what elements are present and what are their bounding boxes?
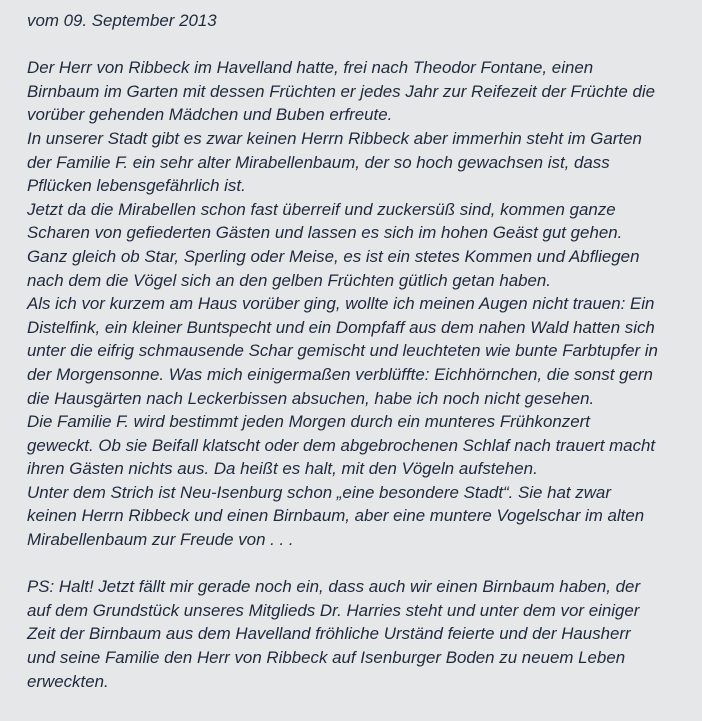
text-line: In unserer Stadt gibt es zwar keinen Herrn Ribbeck aber immerhin steht im Garten xyxy=(27,128,642,148)
ps-paragraph xyxy=(27,575,692,693)
text-line: Unter dem Strich ist Neu-Isenburg schon „eine besondere Stadt“. Sie hat zwar xyxy=(27,482,611,502)
text-line: Die Familie F. wird bestimmt jeden Morgen durch ein munteres Frühkonzert xyxy=(27,412,590,432)
text-line: der Familie F. ein sehr alter Mirabellenbaum, der so hoch gewachsen ist, dass xyxy=(27,152,610,172)
text-line: und seine Familie den Herr von Ribbeck auf Isenburger Boden zu neuem Leben xyxy=(27,648,626,668)
main-paragraph xyxy=(27,56,692,551)
text-line: Ganz gleich ob Star, Sperling oder Meise, es ist ein stetes Kommen und Abfliegen xyxy=(27,246,640,266)
text-line: Als ich vor kurzem am Haus vorüber ging, wollte ich meinen Augen nicht trauen: Ein xyxy=(27,294,655,314)
text-line: nach dem die Vögel sich an den gelben Früchten gütlich getan haben. xyxy=(27,270,551,290)
date-line: vom 09. September 2013 xyxy=(27,11,217,30)
text-line: Birnbaum im Garten mit dessen Früchten er jedes Jahr zur Reifezeit der Früchte die xyxy=(27,81,656,101)
text-line: unter die eifrig schmausende Schar gemischt und leuchteten wie bunte Farbtupfer in xyxy=(27,341,658,361)
spacer xyxy=(27,552,692,576)
text-line: keinen Herrn Ribbeck und einen Birnbaum, aber eine muntere Vogelschar im alten xyxy=(27,506,645,526)
text-line: der Morgensonne. Was mich einigermaßen verblüffte: Eichhörnchen, die sonst gern xyxy=(27,364,653,384)
text-line: Mirabellenbaum zur Freude von . . . xyxy=(27,530,294,550)
text-line: die Hausgärten nach Leckerbissen absuchen, habe ich noch nicht gesehen. xyxy=(27,388,595,408)
text-line: vorüber gehenden Mädchen und Buben erfreute. xyxy=(27,105,393,125)
text-line: erweckten. xyxy=(27,671,109,691)
text-line: auf dem Grundstück unseres Mitglieds Dr. Harries steht und unter dem vor einiger xyxy=(27,600,640,620)
text-line: PS: Halt! Jetzt fällt mir gerade noch ein, dass auch wir einen Birnbaum haben, der xyxy=(27,577,641,597)
text-line: geweckt. Ob sie Beifall klatscht oder dem abgebrochenen Schlaf nach trauert macht xyxy=(27,435,656,455)
text-line: Scharen von gefiederten Gästen und lassen es sich im hohen Geäst gut gehen. xyxy=(27,223,623,243)
text-line: Pflücken lebensgefährlich ist. xyxy=(27,176,246,196)
text-line: Distelfink, ein kleiner Buntspecht und ein Dompfaff aus dem nahen Wald hatten sich xyxy=(27,317,655,337)
spacer xyxy=(27,33,692,57)
text-line: ihren Gästen nichts aus. Da heißt es halt, mit den Vögeln aufstehen. xyxy=(27,459,538,479)
text-line: Zeit der Birnbaum aus dem Havelland fröhliche Urständ feierte und der Hausherr xyxy=(27,624,631,644)
text-line: Jetzt da die Mirabellen schon fast überreif und zuckersüß sind, kommen ganze xyxy=(27,199,616,219)
text-line: Der Herr von Ribbeck im Havelland hatte, frei nach Theodor Fontane, einen xyxy=(27,58,594,78)
